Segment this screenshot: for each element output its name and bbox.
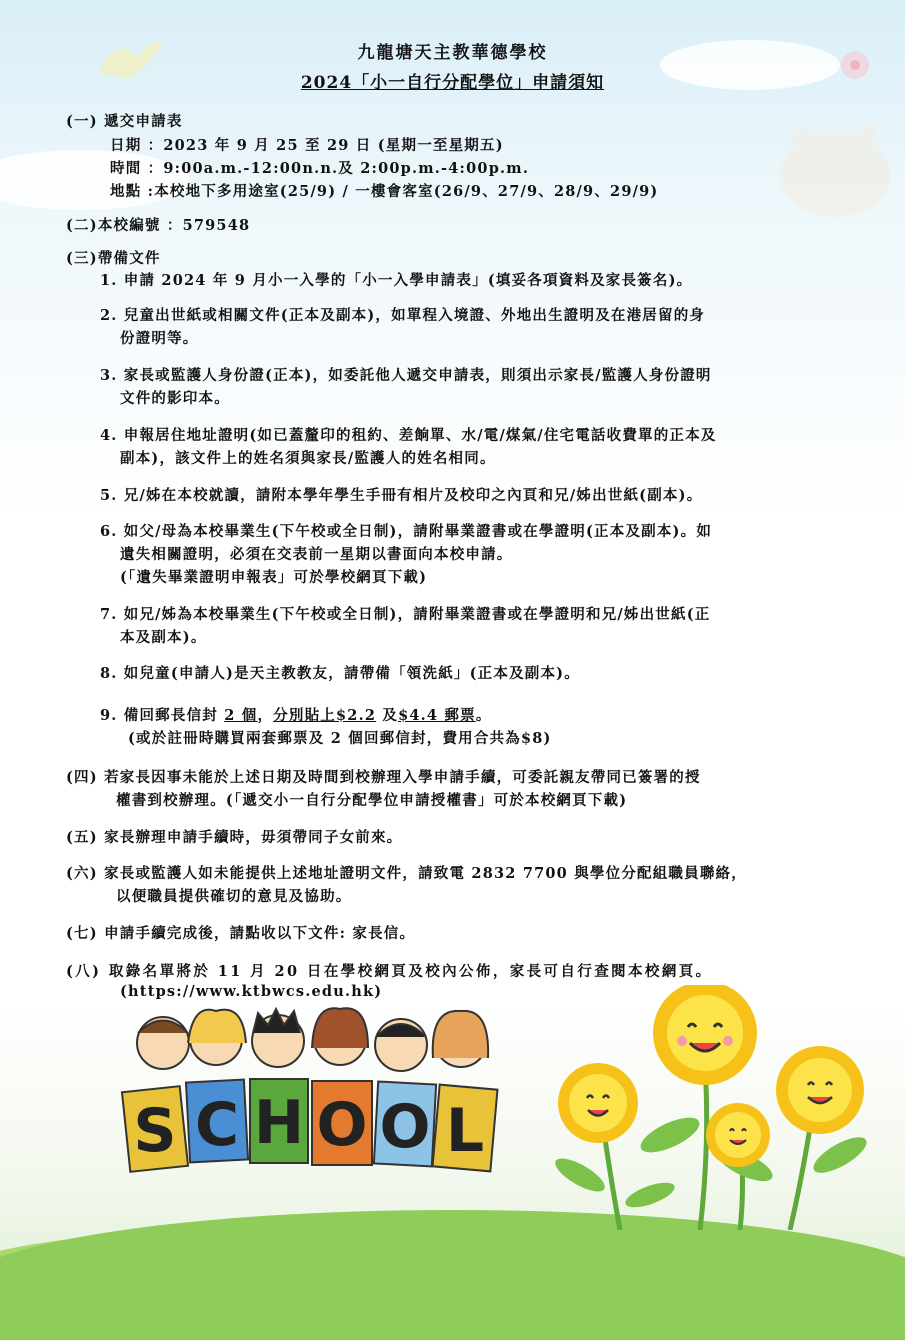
doc-item-7-line2: 本及副本)。: [120, 629, 207, 646]
section-8-line1: (八) 取錄名單將於 11 月 20 日在學校網頁及校內公佈，家長可自行查閱本校網頁。: [66, 963, 713, 980]
doc-item-6-line3: (「遺失畢業證明申報表」可於學校網頁下載): [120, 569, 428, 586]
section-2-school-code: (二)本校編號 ：579548: [66, 217, 251, 234]
sunflowers-illustration: [540, 985, 900, 1230]
school-letter-o2: O: [379, 1092, 431, 1162]
kid-heads: [137, 1008, 488, 1071]
sunflower-small: [706, 1103, 770, 1167]
sunflower-left: [558, 1063, 638, 1143]
sunflower-right: [776, 1046, 864, 1134]
doc-item-6-line2: 遺失相關證明，必須在交表前一星期以書面向本校申請。: [120, 546, 513, 563]
section-4-line1: (四) 若家長因事未能於上述日期及時間到校辦理入學申請手續，可委託親友帶同已簽署的授: [66, 769, 701, 786]
doc-item-5: 5. 兄/姊在本校就讀，請附本學年學生手冊有相片及校印之內頁和兄/姊出世紙(副本)。: [100, 487, 703, 504]
doc-item-3-line1: 3. 家長或監護人身份證(正本)，如委託他人遞交申請表，則須出示家長/監護人身份證明: [100, 367, 712, 384]
doc-item-1: 1. 申請 2024 年 9 月小一入學的「小一入學申請表」(填妥各項資料及家長簽名)。: [100, 272, 693, 289]
envelope-count: 2 個: [224, 707, 258, 724]
sunflower-large: [653, 985, 757, 1085]
stamp-value-1: 分別貼上$2.2: [273, 707, 377, 724]
doc-item-4-line1: 4. 申報居住地址證明(如已蓋釐印的租約、差餉單、水/電/煤氣/住宅電話收費單的正本及: [100, 427, 717, 444]
notice-title-text: 2024「小一自行分配學位」申請須知: [300, 73, 605, 93]
doc-item-9-end: 。: [475, 707, 492, 724]
section-1-time: 時間 ：9:00a.m.-12:00n.n.及 2:00p.m.-4:00p.m.: [110, 160, 530, 177]
school-letter-cards: [122, 1079, 497, 1172]
section-7-line: (七) 申請手續完成後，請點收以下文件: 家長信。: [66, 925, 416, 942]
doc-item-2-line2: 份證明等。: [120, 330, 199, 347]
doc-item-7-line1: 7. 如兄/姊為本校畢業生(下午校或全日制)，請附畢業證書或在學證明和兄/姊出世紙(正: [100, 606, 711, 623]
school-letter-s: S: [133, 1096, 177, 1166]
section-3-heading: (三)帶備文件: [66, 250, 161, 267]
school-name: 九龍塘天主教華德學校: [357, 43, 548, 63]
doc-item-9-mid: 及: [376, 707, 399, 724]
doc-item-2-line1: 2. 兒童出世紙或相關文件(正本及副本)，如單程入境證、外地出生證明及在港居留的身: [100, 307, 706, 324]
cat-decoration-icon: [770, 110, 900, 224]
school-letter-h: H: [253, 1088, 305, 1158]
school-website-link[interactable]: (https://www.ktbwcs.edu.hk): [120, 983, 383, 1000]
doc-item-9: [100, 704, 492, 725]
section-6-line2: 以便職員提供確切的意見及協助。: [116, 888, 352, 905]
school-letter-l: L: [445, 1096, 485, 1166]
doc-item-8: 8. 如兒童(申請人)是天主教教友，請帶備「領洗紙」(正本及副本)。: [100, 665, 580, 682]
section-4-line2: 權書到校辦理。(「遞交小一自行分配學位申請授權書」可於本校網頁下載): [116, 792, 628, 809]
doc-item-9-prefix: 9. 備回郵長信封: [100, 707, 225, 724]
school-kids-illustration: [118, 1003, 518, 1183]
section-1-date: 日期 ：2023 年 9 月 25 至 29 日 (星期一至星期五): [110, 137, 504, 154]
stamp-value-2: $4.4 郵票: [398, 707, 476, 724]
school-letter-o1: O: [316, 1090, 368, 1160]
section-5-line: (五) 家長辦理申請手續時，毋須帶同子女前來。: [66, 829, 403, 846]
doc-item-9-note: (或於註冊時購買兩套郵票及 2 個回郵信封，費用合共為$8): [128, 730, 552, 747]
doc-item-4-line2: 副本)，該文件上的姓名須與家長/監護人的姓名相同。: [120, 450, 496, 467]
school-letter-c: C: [194, 1090, 240, 1160]
doc-item-3-line2: 文件的影印本。: [120, 390, 230, 407]
doc-item-9-sep: ，: [257, 707, 274, 724]
section-6-line1: (六) 家長或監護人如未能提供上述地址證明文件，請致電 2832 7700 與學位分配組職員聯絡，: [66, 865, 747, 882]
notice-title: [0, 68, 905, 93]
section-1-heading: (一) 遞交申請表: [66, 113, 183, 130]
doc-item-6-line1: 6. 如父/母為本校畢業生(下午校或全日制)，請附畢業證書或在學證明(正本及副本)。如: [100, 523, 713, 540]
section-1-venue: 地點 :本校地下多用途室(25/9) / 一樓會客室(26/9、27/9、28/9、29/9): [110, 183, 659, 200]
